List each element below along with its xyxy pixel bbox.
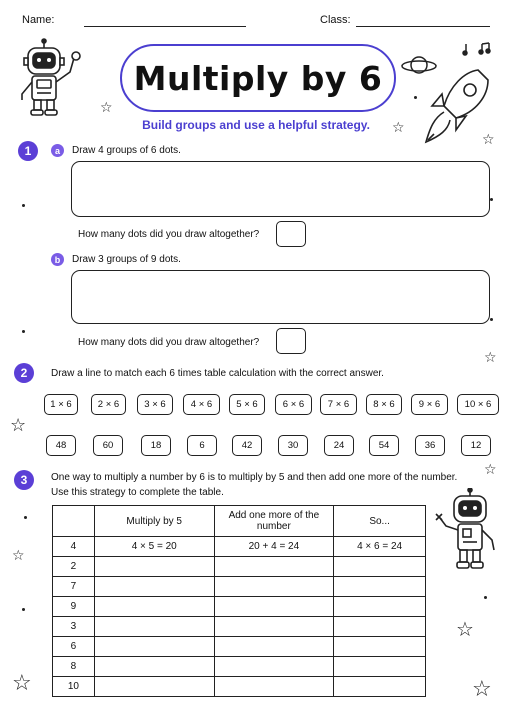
star-icon: ☆ [10, 415, 27, 435]
answer-card[interactable]: 18 [141, 435, 171, 456]
table-cell: 2 [53, 557, 95, 577]
answer-card[interactable]: 54 [369, 435, 399, 456]
star-icon: ☆ [484, 461, 497, 477]
dot-decoration [414, 96, 417, 99]
q3-prompt-line2: Use this strategy to complete the table. [51, 487, 224, 498]
answer-card[interactable]: 12 [461, 435, 491, 456]
table-answer-cell[interactable] [94, 597, 214, 617]
table-header-cell [53, 506, 95, 537]
dot-decoration [24, 516, 27, 519]
dot-decoration [490, 198, 493, 201]
name-label: Name: [22, 14, 55, 26]
table-row [53, 577, 426, 597]
table-row [53, 617, 426, 637]
table-answer-cell[interactable] [214, 557, 334, 577]
answer-card[interactable]: 6 [187, 435, 217, 456]
table-cell: 20 + 4 = 24 [214, 537, 334, 557]
answer-card[interactable]: 36 [415, 435, 445, 456]
table-answer-cell[interactable] [214, 617, 334, 637]
table-answer-cell[interactable] [334, 577, 426, 597]
q2-prompt: Draw a line to match each 6 times table calculation with the correct answer. [51, 368, 384, 379]
table-row [53, 677, 426, 697]
dot-decoration [22, 608, 25, 611]
robot-icon [432, 488, 504, 582]
page-title: Multiply by 6 [133, 58, 383, 98]
calc-card[interactable]: 2 × 6 [91, 394, 126, 415]
table-row [53, 537, 426, 557]
calc-card[interactable]: 8 × 6 [366, 394, 402, 415]
star-icon: ☆ [482, 131, 495, 147]
q1b-question: How many dots did you draw altogether? [78, 337, 260, 348]
part-b-badge: b [51, 253, 64, 266]
q3-prompt-line1: One way to multiply a number by 6 is to multiply by 5 and then add one more of the number. [51, 472, 458, 483]
answer-card[interactable]: 24 [324, 435, 354, 456]
calc-card[interactable]: 9 × 6 [411, 394, 448, 415]
table-header-row [53, 506, 426, 537]
class-label: Class: [320, 14, 351, 26]
star-icon: ☆ [100, 99, 113, 115]
music-note-icon [462, 42, 494, 56]
table-cell: 8 [53, 657, 95, 677]
page-subtitle: Build groups and use a helpful strategy. [142, 118, 370, 132]
table-cell: 6 [53, 637, 95, 657]
table-answer-cell[interactable] [334, 557, 426, 577]
table-cell: 7 [53, 577, 95, 597]
answer-card[interactable]: 48 [46, 435, 76, 456]
table-answer-cell[interactable] [94, 637, 214, 657]
table-cell: 4 × 6 = 24 [334, 537, 426, 557]
star-icon: ☆ [392, 119, 405, 135]
table-answer-cell[interactable] [94, 617, 214, 637]
question-2-badge: 2 [14, 363, 34, 383]
table-answer-cell[interactable] [214, 657, 334, 677]
table-answer-cell[interactable] [214, 637, 334, 657]
question-3-badge: 3 [14, 470, 34, 490]
name-field-line[interactable] [84, 26, 246, 27]
dot-decoration [490, 318, 493, 321]
table-row [53, 657, 426, 677]
question-1-badge: 1 [18, 141, 38, 161]
table-answer-cell[interactable] [94, 677, 214, 697]
table-answer-cell[interactable] [94, 577, 214, 597]
table-answer-cell[interactable] [94, 657, 214, 677]
q1b-prompt: Draw 3 groups of 9 dots. [72, 254, 181, 265]
calc-card[interactable]: 6 × 6 [275, 394, 312, 415]
q1a-prompt: Draw 4 groups of 6 dots. [72, 145, 181, 156]
table-answer-cell[interactable] [214, 577, 334, 597]
calc-card[interactable]: 10 × 6 [457, 394, 499, 415]
star-icon: ☆ [484, 349, 497, 365]
table-answer-cell[interactable] [334, 597, 426, 617]
table-cell: 4 [53, 537, 95, 557]
q1b-answer-box[interactable] [276, 328, 306, 354]
table-answer-cell[interactable] [334, 617, 426, 637]
star-icon: ☆ [456, 619, 474, 641]
star-icon: ☆ [12, 547, 25, 563]
robot-icon [14, 38, 96, 120]
star-icon: ☆ [12, 670, 32, 695]
q1a-drawing-box[interactable] [71, 161, 490, 217]
calc-card[interactable]: 4 × 6 [183, 394, 220, 415]
class-field-line[interactable] [356, 26, 490, 27]
table-answer-cell[interactable] [214, 597, 334, 617]
calc-card[interactable]: 7 × 6 [320, 394, 357, 415]
q1a-question: How many dots did you draw altogether? [78, 229, 260, 240]
table-cell: 4 × 5 = 20 [94, 537, 214, 557]
table-answer-cell[interactable] [334, 637, 426, 657]
table-answer-cell[interactable] [334, 677, 426, 697]
table-header-cell: Add one more of the number [214, 506, 334, 537]
dot-decoration [22, 330, 25, 333]
table-row [53, 637, 426, 657]
calc-card[interactable]: 5 × 6 [229, 394, 265, 415]
dot-decoration [484, 596, 487, 599]
table-row [53, 597, 426, 617]
table-cell: 3 [53, 617, 95, 637]
answer-card[interactable]: 30 [278, 435, 308, 456]
part-a-badge: a [51, 144, 64, 157]
table-cell: 10 [53, 677, 95, 697]
table-answer-cell[interactable] [334, 657, 426, 677]
title-banner [120, 44, 396, 112]
table-header-cell: So... [334, 506, 426, 537]
star-icon: ☆ [472, 676, 492, 701]
table-cell: 9 [53, 597, 95, 617]
strategy-table [52, 505, 426, 697]
q1b-drawing-box[interactable] [71, 270, 490, 324]
answer-card[interactable]: 42 [232, 435, 262, 456]
calc-card[interactable]: 1 × 6 [44, 394, 78, 415]
answer-card[interactable]: 60 [93, 435, 123, 456]
table-answer-cell[interactable] [214, 677, 334, 697]
table-answer-cell[interactable] [94, 557, 214, 577]
table-row [53, 557, 426, 577]
table-header-cell: Multiply by 5 [94, 506, 214, 537]
q1a-answer-box[interactable] [276, 221, 306, 247]
calc-card[interactable]: 3 × 6 [137, 394, 173, 415]
dot-decoration [22, 204, 25, 207]
